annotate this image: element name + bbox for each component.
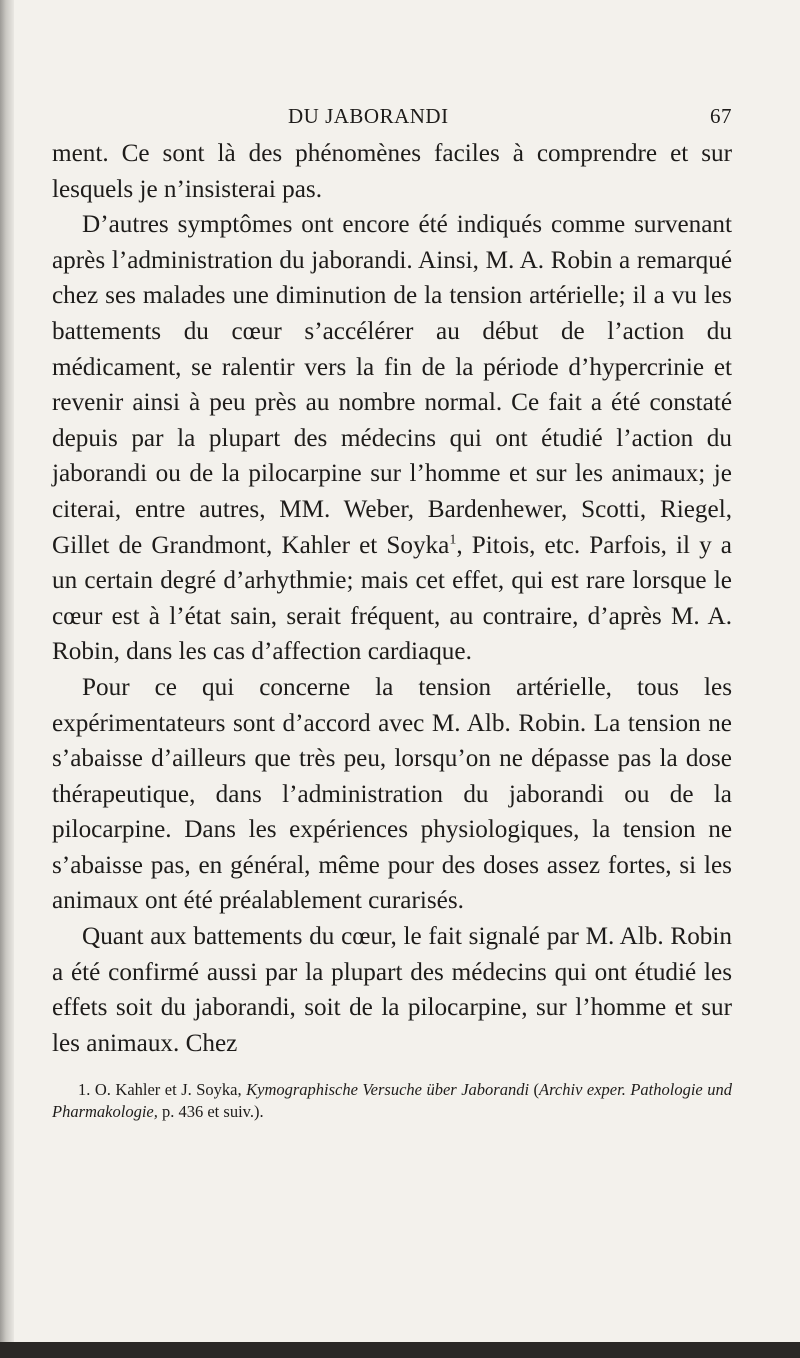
footnote-prefix: 1. O. Kahler et J. Soyka, bbox=[78, 1080, 247, 1100]
running-title: DU JABORANDI bbox=[288, 104, 449, 128]
footnote-journal-open: ( bbox=[529, 1080, 540, 1100]
paragraph-1 bbox=[52, 136, 732, 207]
bottom-scan-edge bbox=[0, 1342, 800, 1358]
book-page bbox=[52, 100, 732, 1123]
running-head bbox=[52, 100, 732, 130]
footnote-title: Kymographische Versuche über Jaborandi bbox=[246, 1080, 530, 1100]
footnote bbox=[52, 1079, 732, 1123]
paragraph-3-text: Pour ce qui concerne la tension artérielle, tous les expérimentateurs sont d’accord avec M. Alb. Robin. La tension ne s’abaisse d’ailleurs que très peu, lorsqu’on ne dépasse pas la dose thérapeutique, dans l’administration du jaborandi ou de la pilocarpine. Dans les expériences physiologiques, la tension ne s’abaisse pas, en général, même pour des doses assez fortes, si les animaux ont été préalablement curarisés. bbox=[52, 673, 732, 915]
footnote-marker: 1 bbox=[449, 532, 457, 548]
page-number: 67 bbox=[710, 104, 732, 128]
paragraph-2 bbox=[52, 207, 732, 670]
paragraph-1-text: ment. Ce sont là des phénomènes faciles à comprendre et sur lesquels je n’insisterai pas. bbox=[52, 140, 732, 203]
paragraph-4-text: Quant aux battements du cœur, le fait signalé par M. Alb. Robin a été confirmé aussi par la plupart des médecins qui ont étudié les effets soit du jaborandi, soit de la pilocarpine, sur l’homme et sur les animaux. Chez bbox=[52, 923, 732, 1057]
paragraph-2-text-a: D’autres symptômes ont encore été indiqués comme survenant après l’administration du jaborandi. Ainsi, M. A. Robin a remarqué chez ses malades une diminution de la tension artérielle; il a vu les battements du cœur s’accélérer au début de l’action du médicament, se ralentir vers la fin de la période d’hypercrinie et revenir ainsi à peu près au nombre normal. Ce fait a été constaté depuis par la plupart des médecins qui ont étudié l’action du jaborandi ou de la pilocarpine sur l’homme et sur les animaux; je citerai, entre autres, MM. Weber, Bardenhewer, Scotti, Riegel, Gillet de Grandmont, Kahler et Soyka bbox=[52, 211, 732, 559]
binding-edge bbox=[0, 0, 14, 1358]
paragraph-2-text-b: , Pitois, etc. Parfois, il y a un certain degré d’arhythmie; mais cet effet, qui est rare lorsque le cœur est à l’état sain, serait fréquent, au contraire, d’après M. A. Robin, dans les cas d’affection cardiaque. bbox=[52, 531, 732, 666]
paragraph-4 bbox=[52, 919, 732, 1061]
footnote-pages: p. 436 et suiv.). bbox=[157, 1102, 264, 1122]
body-text bbox=[52, 136, 732, 1061]
footnote-journal: Archiv exper. Pathologie und Pharmakologie, bbox=[52, 1080, 732, 1122]
paragraph-3 bbox=[52, 670, 732, 919]
